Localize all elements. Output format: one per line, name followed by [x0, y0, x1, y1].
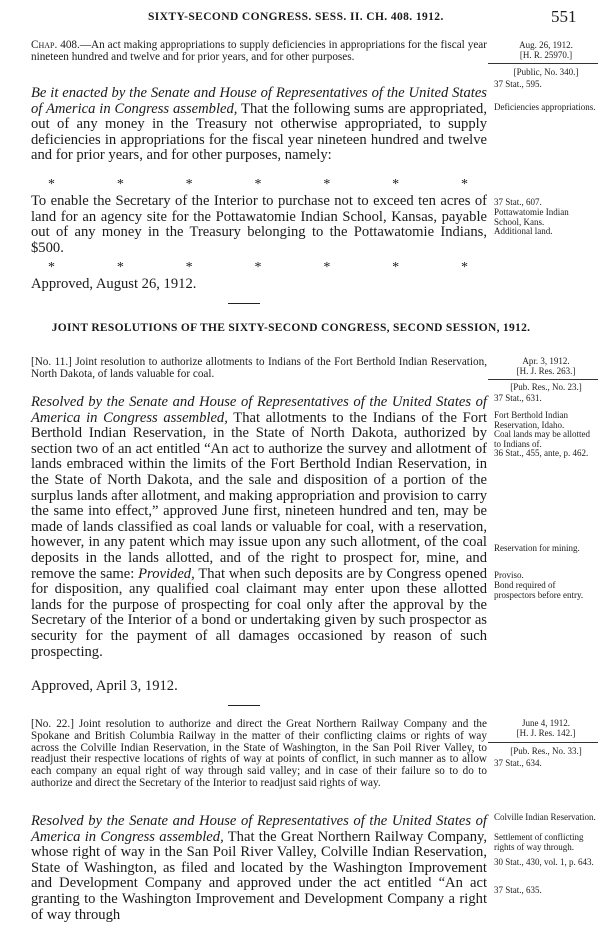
running-title: SIXTY-SECOND CONGRESS. SESS. II. CH. 408. 1912. — [148, 11, 444, 23]
chap408-side-stat2: 37 Stat., 607. — [494, 197, 542, 207]
res11-body-a: That allotments to the Indians of the Fort Berthold Indian Reservation, in the State of North Dakota, authorized by section two of an act entitled “An act to authorize the survey and allotment of lands embraced within the limits of the Fort Berthold Indian Reservation, in the State of North Dakota, and the sale and disposition of a portion of the surplus lands after allotment, and making appropriation and provision to carry the same into effect,” approved June first, nineteen hundred and ten, may be made of lands classified as coal lands or valuable for coal, with a reservation, however, in any patent which may issue upon any such allotment, of the coal deposits in the lands allotted, and of the right to prospect for, mine, and remove the same: — [31, 409, 488, 582]
chap408-enact-text: That the following sums are appropriated, out of any money in the Treasury not otherwise appropriated, to supply deficiencies in appropriations for the fiscal year nineteen hundred and twelve and for prior years, and for other purposes, namely: — [31, 100, 487, 164]
res11-side-stat2: 36 Stat., 455, ante, p. 462. — [494, 448, 589, 458]
side-rule — [488, 379, 598, 380]
chap408-side-hr: [H. R. 25970.] — [519, 50, 573, 60]
chap408-side-stat: 37 Stat., 595. — [494, 79, 542, 89]
section-divider-2 — [228, 705, 260, 706]
res11-side-pub: [Pub. Res., No. 23.] — [510, 382, 582, 392]
chap408-enacting-clause — [31, 86, 487, 164]
chap408-side-public: [Public, No. 340.] — [513, 67, 579, 77]
res11-side-stat: 37 Stat., 631. — [494, 393, 542, 403]
res11-side-hj: [H. J. Res. 263.] — [516, 366, 576, 376]
res11-resolved-italic: Resolved by the Senate and House of Representatives of the United States of America in Congress assembled, — [31, 394, 487, 426]
chap408-pottawatomie-paragraph: To enable the Secretary of the Interior to purchase not to exceed ten acres of land for an agency site for the Pottawatomie Indian School, Kansas, payable out of any money in the Treasury belonging to the Pottawatomie Indians, $500. — [31, 193, 487, 256]
res11-side-reservation: Reservation for mining. — [494, 543, 580, 553]
chap408-label: Chap. 408. — [31, 39, 80, 51]
side-rule — [488, 63, 598, 64]
chap408-approved: Approved, August 26, 1912. — [31, 276, 197, 292]
res22-body-text: That the Great Northern Railway Company, whose right of way in the San Poil River Valley, Colville Indian Reservation, State of Washington, as filed and located by the Washington Improvement and Development Company and approved under the act entitled “An act granting to the Washington Improvement and Development Company a right of way through — [31, 828, 488, 923]
res22-side-colville: Colville Indian Reservation. — [494, 812, 596, 822]
chap408-side-date: Aug. 26, 1912. — [519, 40, 573, 50]
res11-side-proviso: Proviso. — [494, 570, 524, 580]
chap408-side-deficiencies: Deficiencies appropriations. — [494, 102, 596, 112]
section-heading: JOINT RESOLUTIONS OF THE SIXTY-SECOND CONGRESS, SECOND SESSION, 1912. — [51, 322, 531, 334]
chap408-side-additional: Additional land. — [494, 226, 553, 236]
ellipsis-stars-1: * * * * * * * — [48, 177, 468, 192]
res22-side-settlement: Settlement of conflicting rights of way through. — [494, 832, 584, 852]
res11-body — [31, 395, 487, 660]
side-rule — [488, 742, 598, 743]
res11-body-b: That when such deposits are by Congress opened for disposition, any qualified coal claimant may enter upon these allotted lands for the purpose of prospecting for coal only after the approval by the Secretary of the Interior of a bond or undertaking given by such prospector as security for the payment of all damages occasioned by reason of such prospecting. — [31, 565, 487, 660]
section-divider-1 — [228, 303, 260, 304]
res11-side-date: Apr. 3, 1912. — [522, 356, 570, 366]
res22-side-hj: [H. J. Res. 142.] — [516, 728, 576, 738]
res11-side-bond: Bond required of prospectors before entry. — [494, 580, 584, 600]
chap408-intro — [31, 40, 487, 64]
running-header — [0, 7, 600, 29]
res22-body — [31, 814, 487, 923]
res22-intro: [No. 22.] Joint resolution to authorize and direct the Great Northern Railway Company and the Spokane and British Columbia Railway in the matter of their conflicting claims or rights of way across the Colville Indian Reservation, in the State of Washington, in the San Poil River Valley, to readjust their respective locations of rights of way at points of conflict, in such manner as to allow each company an equal right of way through said valley; and in case of their failure so to do to authorize and direct the Secretary of the Interior to readjust said rights of way. — [31, 718, 487, 789]
chap408-side-pottawatomie: Pottawatomie Indian School, Kans. — [494, 207, 569, 227]
chap408-enact-italic: Be it enacted by the Senate and House of Representatives of the United States of America in Congress assembled, — [31, 85, 487, 117]
chap408-intro-text: —An act making appropriations to supply deficiencies in appropriations for the fiscal year nineteen hundred and twelve and for prior years, and for other purposes. — [31, 39, 487, 63]
res11-intro: [No. 11.] Joint resolution to authorize allotments to Indians of the Fort Berthold Indian Reservation, North Dakota, of lands valuable for coal. — [31, 356, 487, 380]
res11-side-fort: Fort Berthold Indian Reservation, Idaho. — [494, 410, 568, 430]
res22-side-stat2: 30 Stat., 430, vol. 1, p. 643. — [494, 857, 594, 867]
page-number: 551 — [551, 7, 577, 26]
res22-side-stat3: 37 Stat., 635. — [494, 885, 542, 895]
res11-provided: Provided, — [138, 565, 195, 582]
res11-approved: Approved, April 3, 1912. — [31, 678, 178, 694]
res11-side-coal: Coal lands may be allotted to Indians of. — [494, 429, 590, 449]
res22-side-pub: [Pub. Res., No. 33.] — [510, 746, 582, 756]
res22-side-date: June 4, 1912. — [522, 718, 570, 728]
ellipsis-stars-2: * * * * * * * — [48, 260, 468, 275]
res22-resolved-italic: Resolved by the Senate and House of Representatives of the United States of America in Congress assembled, — [31, 813, 487, 845]
res22-side-stat: 37 Stat., 634. — [494, 758, 542, 768]
